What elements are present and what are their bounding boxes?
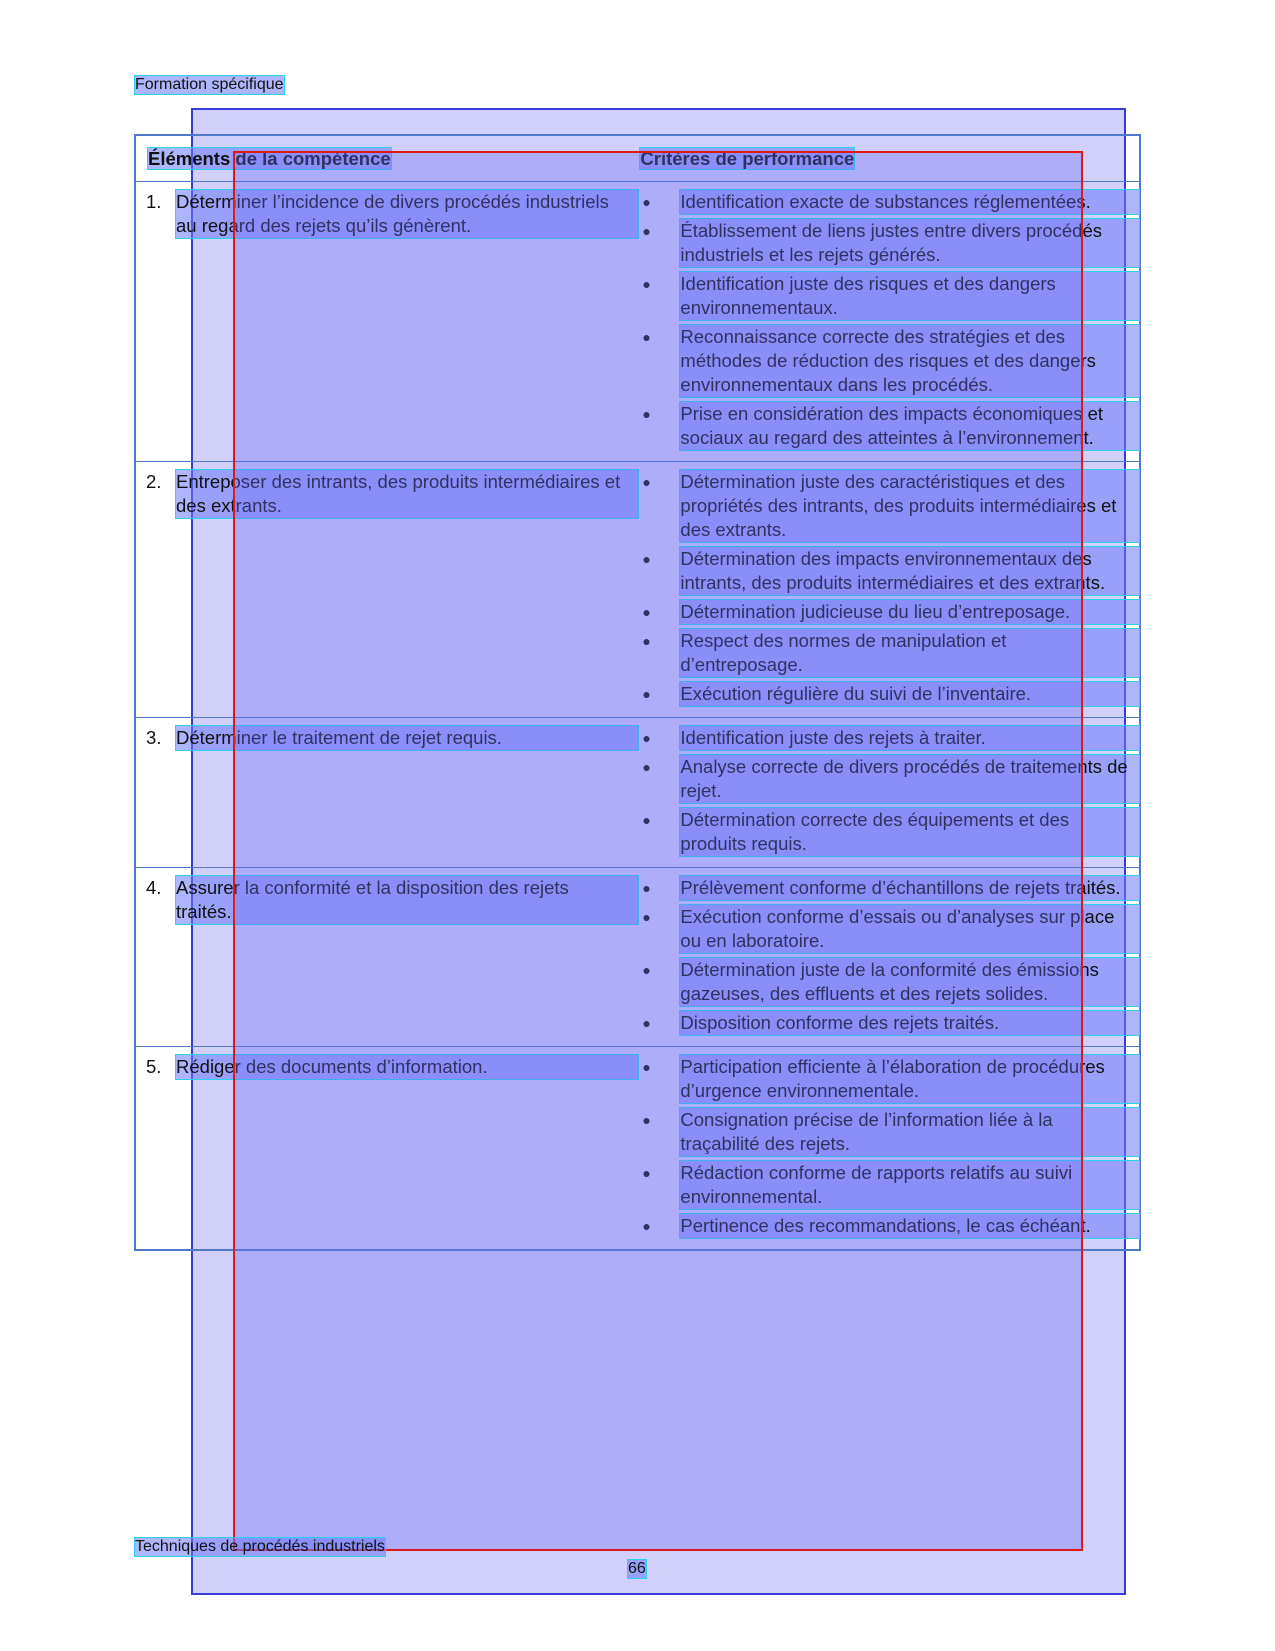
- bullet-icon: ●: [642, 759, 651, 775]
- element-number: 4.: [146, 877, 162, 898]
- bullet-icon: ●: [642, 1165, 651, 1181]
- bullet-icon: ●: [642, 633, 651, 649]
- criteria-text: Rédaction conforme de rapports relatifs au suivi environnemental.: [680, 1161, 1139, 1209]
- column-header-criteria: Critères de performance: [640, 147, 855, 169]
- criteria-text: Identification exacte de substances réglementées.: [680, 190, 1139, 214]
- running-header: Formation spécifique: [135, 76, 284, 93]
- criteria-text: Détermination des impacts environnementaux des intrants, des produits intermédiaires et des extrants.: [680, 547, 1139, 595]
- bullet-icon: ●: [642, 329, 651, 345]
- bullet-icon: ●: [642, 730, 651, 746]
- element-number: 5.: [146, 1056, 162, 1077]
- criteria-text: Participation efficiente à l’élaboration de procédures d’urgence environnementale.: [680, 1055, 1139, 1103]
- inner-content-overlay: [233, 151, 1083, 1551]
- element-text: Entreposer des intrants, des produits intermédiaires et des extrants.: [176, 470, 638, 518]
- element-text: Déterminer l’incidence de divers procédés industriels au regard des rejets qu’ils génèrent.: [176, 190, 638, 238]
- criteria-text: Établissement de liens justes entre divers procédés industriels et les rejets générés.: [680, 219, 1139, 267]
- element-text: Assurer la conformité et la disposition des rejets traités.: [176, 876, 638, 924]
- element-number: 1.: [146, 191, 162, 212]
- criteria-text: Consignation précise de l’information liée à la traçabilité des rejets.: [680, 1108, 1139, 1156]
- bullet-icon: ●: [642, 406, 651, 422]
- criteria-text: Respect des normes de manipulation et d’entreposage.: [680, 629, 1139, 677]
- criteria-text: Détermination juste des caractéristiques et des propriétés des intrants, des produits intermédiaires et des extrants.: [680, 470, 1139, 542]
- element-number: 3.: [146, 727, 162, 748]
- bullet-icon: ●: [642, 686, 651, 702]
- criteria-text: Exécution conforme d’essais ou d’analyses sur place ou en laboratoire.: [680, 905, 1139, 953]
- criteria-text: Détermination correcte des équipements et des produits requis.: [680, 808, 1139, 856]
- criteria-text: Analyse correcte de divers procédés de traitements de rejet.: [680, 755, 1139, 803]
- bullet-icon: ●: [642, 812, 651, 828]
- criteria-text: Pertinence des recommandations, le cas échéant.: [680, 1214, 1139, 1238]
- bullet-icon: ●: [642, 1059, 651, 1075]
- bullet-icon: ●: [642, 1015, 651, 1031]
- bullet-icon: ●: [642, 962, 651, 978]
- bullet-icon: ●: [642, 1218, 651, 1234]
- column-header-elements: Éléments de la compétence: [148, 147, 391, 169]
- criteria-text: Reconnaissance correcte des stratégies et des méthodes de réduction des risques et des dangers environnementaux dans les procédés.: [680, 325, 1139, 397]
- criteria-text: Identification juste des risques et des dangers environnementaux.: [680, 272, 1139, 320]
- criteria-text: Identification juste des rejets à traiter.: [680, 726, 1139, 750]
- bullet-icon: ●: [642, 474, 651, 490]
- criteria-text: Disposition conforme des rejets traités.: [680, 1011, 1139, 1035]
- bullet-icon: ●: [642, 194, 651, 210]
- bullet-icon: ●: [642, 604, 651, 620]
- page-number: 66: [628, 1560, 646, 1577]
- element-text: Déterminer le traitement de rejet requis.: [176, 726, 638, 750]
- element-text: Rédiger des documents d’information.: [176, 1055, 638, 1079]
- bullet-icon: ●: [642, 223, 651, 239]
- criteria-text: Prise en considération des impacts économiques et sociaux au regard des atteintes à l’environnement.: [680, 402, 1139, 450]
- criteria-text: Détermination judicieuse du lieu d’entreposage.: [680, 600, 1139, 624]
- bullet-icon: ●: [642, 551, 651, 567]
- criteria-text: Exécution régulière du suivi de l’inventaire.: [680, 682, 1139, 706]
- element-number: 2.: [146, 471, 162, 492]
- bullet-icon: ●: [642, 1112, 651, 1128]
- bullet-icon: ●: [642, 880, 651, 896]
- running-footer: Techniques de procédés industriels: [135, 1538, 385, 1555]
- bullet-icon: ●: [642, 276, 651, 292]
- criteria-text: Détermination juste de la conformité des émissions gazeuses, des effluents et des rejets solides.: [680, 958, 1139, 1006]
- criteria-text: Prélèvement conforme d’échantillons de rejets traités.: [680, 876, 1139, 900]
- bullet-icon: ●: [642, 909, 651, 925]
